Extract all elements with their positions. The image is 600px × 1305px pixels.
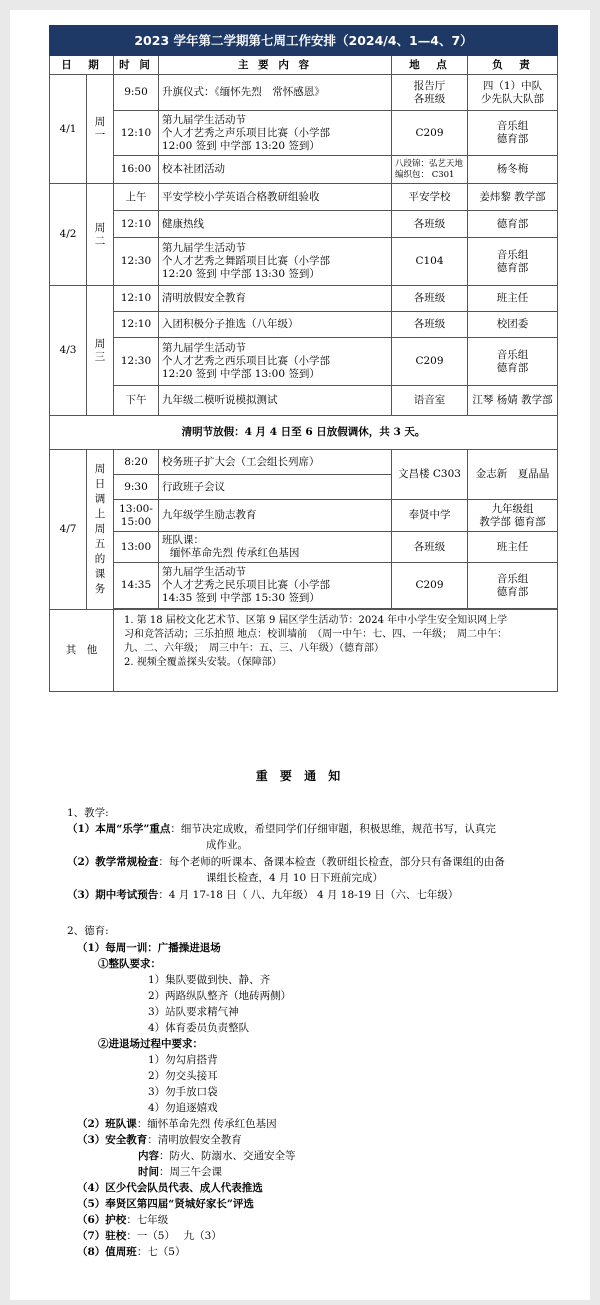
place-cell: 各班级 — [392, 286, 468, 312]
holiday-notice: 清明节放假：4 月 4 日至 6 日放假调休，共 3 天。 — [50, 416, 558, 450]
time-cell: 12:10 — [114, 286, 159, 312]
place-cell: 平安学校 — [392, 184, 468, 211]
table-row — [50, 111, 558, 156]
table-row — [50, 338, 558, 386]
content-cell: 校务班子扩大会（工会组长列席） — [159, 450, 392, 475]
moral-item-3-content: 内容：防火、防溺水、交通安全等 — [138, 1150, 296, 1162]
place-cell: 各班级 — [392, 312, 468, 338]
section-teaching: 1、教学: — [67, 807, 109, 819]
table-row — [50, 386, 558, 416]
header-date: 日 期 — [50, 56, 114, 75]
time-cell: 8:20 — [114, 450, 159, 475]
teaching-item-3: （3）期中考试预告：4 月 17-18 日（ 八、九年级） 4 月 18-19 日（六、七年级） — [67, 889, 459, 901]
time-cell: 9:50 — [114, 75, 159, 111]
place-cell: 各班级 — [392, 211, 468, 238]
list-item: 3）站队要求精气神 — [148, 1006, 239, 1018]
place-cell: 八段锦：弘艺天地 编织包： C301 — [392, 156, 468, 184]
table-row — [50, 416, 558, 450]
content-cell: 第九届学生活动节 个人才艺秀之声乐项目比赛（小学部 12:00 签到 中学部 13:20 签到） — [159, 111, 392, 156]
table-row — [50, 286, 558, 312]
teaching-item-2: （2）教学常规检查：每个老师的听课本、备课本检查（教研组长检查，部分只有备课组的由备 — [67, 856, 505, 868]
table-row — [50, 211, 558, 238]
place-cell: 语音室 — [392, 386, 468, 416]
date-cell: 4/3 — [50, 286, 87, 416]
content-cell: 行政班子会议 — [159, 475, 392, 500]
table-row — [50, 610, 558, 692]
table-row — [50, 238, 558, 286]
date-cell: 4/1 — [50, 75, 87, 184]
place-cell: C104 — [392, 238, 468, 286]
date-cell: 4/2 — [50, 184, 87, 286]
moral-item-7: （7）驻校：一（5） 九（3） — [77, 1230, 222, 1242]
time-cell: 12:30 — [114, 338, 159, 386]
moral-item-3-time: 时间：周三午会课 — [138, 1166, 222, 1178]
other-content: 1. 第 18 届校文化艺术节、区第 9 届区学生活动节：2024 年中小学生安全知识网上学 习和竞答活动；三乐拍照 地点：校训墙前 （周一中午：七、四、一年级； 周二中午： 九、二、六年级； 周三中午：五、三、八年级）（德育部） 2. 视频全覆盖探头安装。（保障部） — [114, 610, 558, 692]
place-cell: C209 — [392, 563, 468, 609]
header-place: 地 点 — [392, 56, 468, 75]
content-cell: 清明放假安全教育 — [159, 286, 392, 312]
table-row — [50, 75, 558, 111]
owner-cell: 音乐组 德育部 — [468, 563, 558, 609]
table-row — [50, 184, 558, 211]
table-row — [50, 312, 558, 338]
moral-item-8: （8）值周班：七（5） — [77, 1246, 186, 1258]
owner-cell: 姜炜黎 教学部 — [468, 184, 558, 211]
moral-item-3: （3）安全教育：清明放假安全教育 — [77, 1134, 242, 1146]
section-moral: 2、德育: — [67, 925, 109, 937]
list-item: 1）勿勾肩搭背 — [148, 1054, 218, 1066]
content-cell: 第九届学生活动节 个人才艺秀之民乐项目比赛（小学部 14:35 签到 中学部 15:30 签到） — [159, 563, 392, 609]
table-row — [50, 156, 558, 184]
weekday-cell: 周一 — [87, 75, 114, 184]
owner-cell: 金志新 夏晶晶 — [468, 450, 558, 500]
date-cell: 4/7 — [50, 450, 87, 610]
list-item: 4）体育委员负责整队 — [148, 1022, 250, 1034]
content-cell: 健康热线 — [159, 211, 392, 238]
content-cell: 班队课： 缅怀革命先烈 传承红色基因 — [159, 532, 392, 563]
weekday-cell: 周 日 调 上 周 五 的 课 务 — [87, 450, 114, 610]
owner-cell: 四（1）中队 少先队大队部 — [468, 75, 558, 111]
content-cell: 第九届学生活动节 个人才艺秀之舞蹈项目比赛（小学部 12:20 签到 中学部 13:30 签到） — [159, 238, 392, 286]
weekday-cell: 周二 — [87, 184, 114, 286]
teaching-item-1-cont: 成作业。 — [206, 839, 248, 851]
weekly-schedule-table — [49, 25, 558, 692]
time-cell: 16:00 — [114, 156, 159, 184]
content-cell: 升旗仪式：《缅怀先烈 常怀感恩》 — [159, 75, 392, 111]
owner-cell: 音乐组 德育部 — [468, 111, 558, 156]
owner-cell: 九年级组 教学部 德育部 — [468, 500, 558, 532]
owner-cell: 杨冬梅 — [468, 156, 558, 184]
document-page — [10, 10, 590, 1300]
list-item: 2）两路纵队整齐（地砖两侧） — [148, 990, 292, 1002]
owner-cell: 校团委 — [468, 312, 558, 338]
place-cell: 奉贤中学 — [392, 500, 468, 532]
content-cell: 入团积极分子推选（八年级） — [159, 312, 392, 338]
content-cell: 九年级学生励志教育 — [159, 500, 392, 532]
weekday-cell: 周三 — [87, 286, 114, 416]
place-cell: C209 — [392, 338, 468, 386]
owner-cell: 班主任 — [468, 286, 558, 312]
table-row — [50, 563, 558, 609]
table-row — [50, 532, 558, 563]
place-cell: 各班级 — [392, 532, 468, 563]
place-cell: C209 — [392, 111, 468, 156]
table-row — [50, 500, 558, 532]
time-cell: 13:00- 15:00 — [114, 500, 159, 532]
time-cell: 上午 — [114, 184, 159, 211]
owner-cell: 班主任 — [468, 532, 558, 563]
time-cell: 9:30 — [114, 475, 159, 500]
place-cell: 报告厅 各班级 — [392, 75, 468, 111]
table-row — [50, 450, 558, 475]
notices-title: 重 要 通 知 — [255, 769, 345, 783]
owner-cell: 江琴 杨婧 教学部 — [468, 386, 558, 416]
moral-item-6: （6）护校：七年级 — [77, 1214, 169, 1226]
owner-cell: 音乐组 德育部 — [468, 238, 558, 286]
time-cell: 12:10 — [114, 111, 159, 156]
header-time: 时 间 — [114, 56, 159, 75]
moral-item-4: （4）区少代会队员代表、成人代表推选 — [77, 1182, 263, 1194]
header-owner: 负 责 — [468, 56, 558, 75]
time-cell: 12:10 — [114, 312, 159, 338]
owner-cell: 德育部 — [468, 211, 558, 238]
other-label: 其 他 — [50, 610, 114, 692]
content-cell: 校本社团活动 — [159, 156, 392, 184]
moral-item-2: （2）班队课：缅怀革命先烈 传承红色基因 — [77, 1118, 277, 1130]
moral-item-1: （1）每周一训：广播操进退场 — [77, 942, 221, 954]
teaching-item-1: （1）本周“乐学”重点：细节决定成败，希望同学们仔细审题，积极思维，规范书写，认真完 — [67, 823, 496, 835]
moral-item-5: （5）奉贤区第四届“贤城好家长”评选 — [77, 1198, 254, 1210]
list-item: 2）勿交头接耳 — [148, 1070, 218, 1082]
time-cell: 12:30 — [114, 238, 159, 286]
schedule-title: 2023 学年第二学期第七周工作安排（2024/4、1—4、7） — [50, 26, 558, 56]
list-item: 3）勿手放口袋 — [148, 1086, 218, 1098]
place-cell: 文昌楼 C303 — [392, 450, 468, 500]
time-cell: 13:00 — [114, 532, 159, 563]
header-content: 主 要 内 容 — [159, 56, 392, 75]
owner-cell: 音乐组 德育部 — [468, 338, 558, 386]
list-item: 4）勿追逐嬉戏 — [148, 1102, 218, 1114]
time-cell: 14:35 — [114, 563, 159, 609]
content-cell: 第九届学生活动节 个人才艺秀之西乐项目比赛（小学部 12:20 签到 中学部 13:00 签到） — [159, 338, 392, 386]
header-row — [50, 56, 558, 75]
moral-item-1a: ①整队要求： — [98, 958, 161, 970]
time-cell: 下午 — [114, 386, 159, 416]
content-cell: 九年级二模听说模拟测试 — [159, 386, 392, 416]
time-cell: 12:10 — [114, 211, 159, 238]
content-cell: 平安学校小学英语合格教研组验收 — [159, 184, 392, 211]
teaching-item-2-cont: 课组长检查，4 月 10 日下班前完成） — [206, 872, 384, 884]
moral-item-1b: ②进退场过程中要求： — [98, 1038, 203, 1050]
list-item: 1）集队要做到快、静、齐 — [148, 974, 271, 986]
